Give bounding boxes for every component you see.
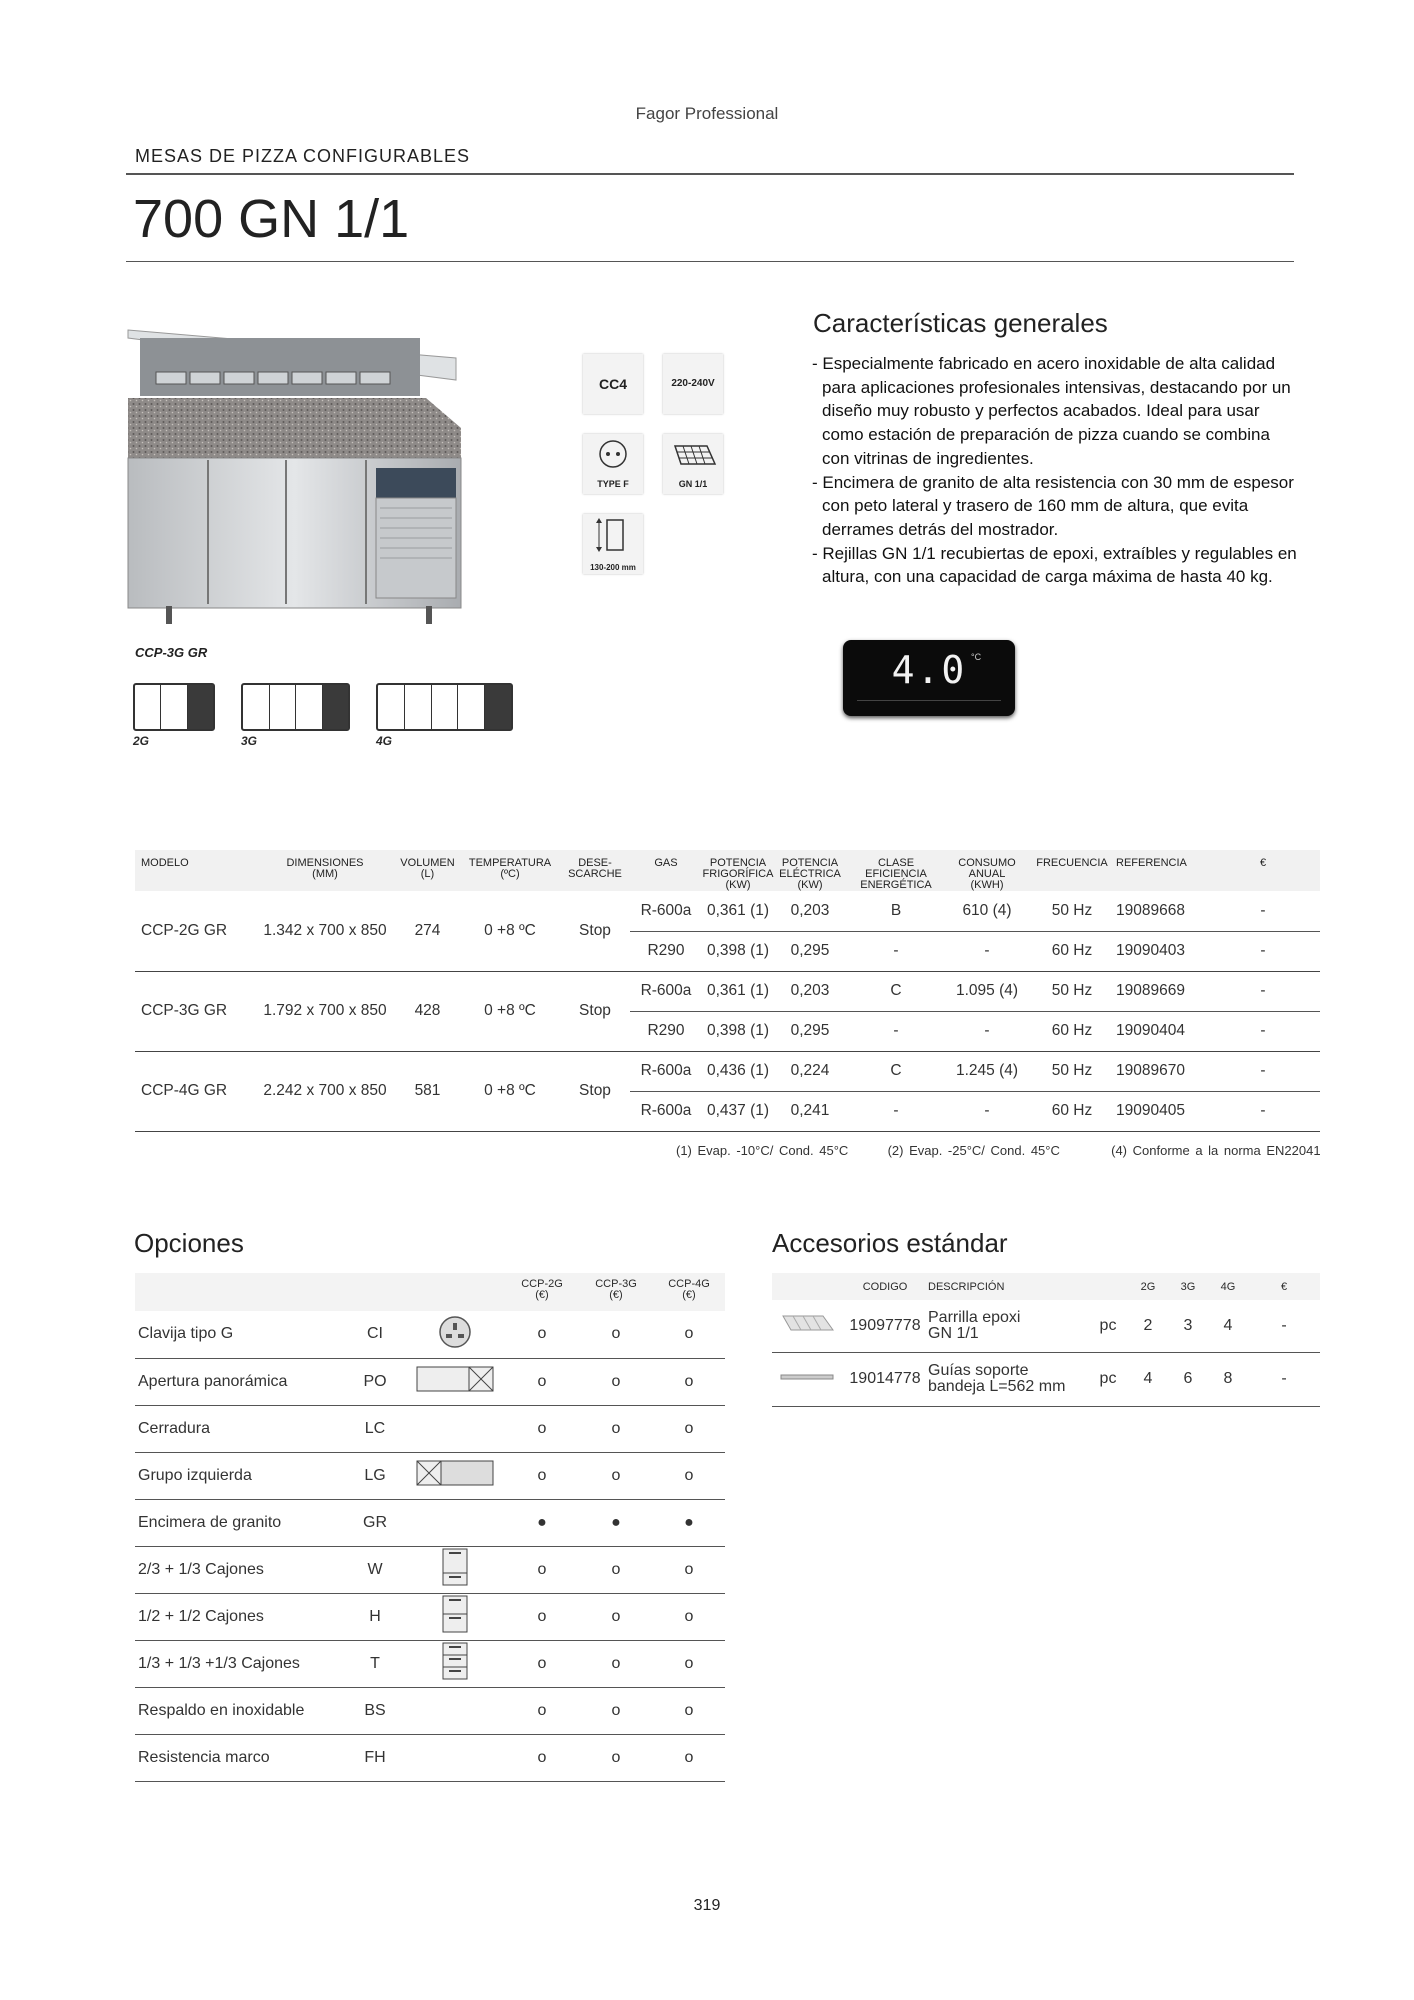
spec-row: R290 0,398 (1) 0,295 - - 60 Hz 19090403 - xyxy=(135,931,1320,971)
option-value: o xyxy=(653,1593,725,1640)
options-header-row: CCP-2G (€) CCP-3G (€) CCP-4G (€) xyxy=(135,1273,725,1311)
temperature-display xyxy=(843,640,1015,716)
drawers-2-icon xyxy=(441,1574,469,1591)
spec-row: CCP-4G GR 2.242 x 700 x 850 581 0 +8 ºC Stop R-600a 0,436 (1) 0,224 C 1.245 (4) 50 Hz 19089670 - xyxy=(135,1051,1320,1091)
cc4-icon: CC4 xyxy=(583,354,643,414)
spec-row: CCP-2G GR 1.342 x 700 x 850 274 0 +8 ºC Stop R-600a 0,361 (1) 0,203 B 610 (4) 50 Hz 19089668 - xyxy=(135,891,1320,931)
option-value: o xyxy=(579,1640,653,1687)
feature-item: - Encimera de granito de alta resistencia con 30 mm de espesor con peto lateral y trasero de 160 mm de altura, que evita derrames detrás del mostrador. xyxy=(812,472,1294,539)
option-value: o xyxy=(579,1687,653,1734)
option-row xyxy=(135,1452,725,1499)
options-title: Opciones xyxy=(134,1228,244,1258)
option-value: o xyxy=(505,1405,579,1452)
option-name: Grupo izquierda xyxy=(135,1452,345,1499)
display-unit: °C xyxy=(971,652,982,662)
option-row xyxy=(135,1593,725,1640)
guide-rail-icon xyxy=(777,1367,837,1387)
feature-item: - Rejillas GN 1/1 recubiertas de epoxi, extraíbles y regulables en altura, con una capacidad de carga máxima de hasta 40 kg. xyxy=(812,543,1297,587)
config-3g-icon xyxy=(241,683,350,731)
option-name: 1/3 + 1/3 +1/3 Cajones xyxy=(135,1640,345,1687)
option-code: PO xyxy=(345,1358,405,1405)
features-list xyxy=(812,352,1302,589)
option-name: Apertura panorámica xyxy=(135,1358,345,1405)
grid-shelf-icon xyxy=(777,1310,837,1336)
spec-table xyxy=(135,850,1320,1132)
accessories-title: Accesorios estándar xyxy=(772,1228,1008,1258)
spec-row: CCP-3G GR 1.792 x 700 x 850 428 0 +8 ºC Stop R-600a 0,361 (1) 0,203 C 1.095 (4) 50 Hz 19089669 - xyxy=(135,971,1320,1011)
option-row xyxy=(135,1405,725,1452)
option-row xyxy=(135,1499,725,1546)
option-row xyxy=(135,1734,725,1781)
option-value: o xyxy=(505,1452,579,1499)
config-2g-icon xyxy=(133,683,215,731)
divider xyxy=(126,173,1294,175)
option-value: ● xyxy=(579,1499,653,1546)
option-value: o xyxy=(579,1311,653,1358)
divider xyxy=(126,261,1294,262)
category-title: MESAS DE PIZZA CONFIGURABLES xyxy=(135,146,471,166)
option-value: ● xyxy=(505,1499,579,1546)
option-code: H xyxy=(345,1593,405,1640)
option-name: Clavija tipo G xyxy=(135,1311,345,1358)
option-code: LC xyxy=(345,1405,405,1452)
page-title: 700 GN 1/1 xyxy=(133,189,410,249)
config-4g-icon xyxy=(376,683,513,731)
option-name: 2/3 + 1/3 Cajones xyxy=(135,1546,345,1593)
accessories-header-row: CODIGO DESCRIPCIÓN 2G 3G 4G € xyxy=(772,1273,1320,1300)
option-name: Resistencia marco xyxy=(135,1734,345,1781)
features-title: Características generales xyxy=(813,308,1108,338)
voltage-icon: 220-240V xyxy=(663,354,723,414)
product-photo xyxy=(126,318,466,630)
feature-item: - Especialmente fabricado en acero inoxidable de alta calidad para aplicaciones profesionales intensivas, destacando por un diseño muy robusto y perfectos acabados. Ideal para usar como estación de preparación de pizza cuando se combina con vitrinas de ingredientes. xyxy=(812,354,1291,468)
spec-header-row: MODELO DIMENSIONES (MM) VOLUMEN (L) TEMPERATURA (ºC) DESE- SCARCHE GAS POTENCIA FRIGORÍFICA (KW) POTENCIA ELÉCTRICA (KW) CLASE EFICIENCIA ENERGÉTICA CONSUMO ANUAL (KWH) FRECUENCIA REFERENCIA € xyxy=(135,850,1320,891)
option-value: o xyxy=(653,1311,725,1358)
config-label: 2G xyxy=(133,734,150,748)
left-group-icon xyxy=(416,1474,494,1491)
option-value: o xyxy=(505,1358,579,1405)
spec-row: R-600a 0,437 (1) 0,241 - - 60 Hz 19090405 - xyxy=(135,1091,1320,1131)
socket-type-f-icon: TYPE F xyxy=(583,434,643,494)
spec-notes: (1) Evap. -10°C/ Cond. 45°C (2) Evap. -25°C/ Cond. 45°C (4) Conforme a la norma EN22041 xyxy=(676,1143,1321,1158)
option-value: o xyxy=(579,1358,653,1405)
option-value: o xyxy=(505,1593,579,1640)
gn-tray-icon: GN 1/1 xyxy=(663,434,723,494)
options-table xyxy=(135,1273,725,1782)
leg-height-icon: 130-200 mm xyxy=(583,514,643,574)
config-label: 3G xyxy=(241,734,258,748)
accessory-row: 19097778 Parrilla epoxi GN 1/1 pc 2 3 4 - xyxy=(772,1300,1320,1352)
display-buttons xyxy=(857,700,1001,706)
option-value: o xyxy=(579,1452,653,1499)
option-value: ● xyxy=(653,1499,725,1546)
option-code: GR xyxy=(345,1499,405,1546)
option-name: Encimera de granito xyxy=(135,1499,345,1546)
option-value: o xyxy=(579,1593,653,1640)
option-value: o xyxy=(653,1687,725,1734)
option-name: 1/2 + 1/2 Cajones xyxy=(135,1593,345,1640)
option-value: o xyxy=(653,1734,725,1781)
option-value: o xyxy=(653,1358,725,1405)
option-value: o xyxy=(505,1687,579,1734)
option-row xyxy=(135,1311,725,1358)
accessory-row: 19014778 Guías soporte bandeja L=562 mm pc 4 6 8 - xyxy=(772,1352,1320,1406)
option-row xyxy=(135,1546,725,1593)
option-value: o xyxy=(579,1734,653,1781)
option-value: o xyxy=(579,1405,653,1452)
option-value: o xyxy=(653,1546,725,1593)
drawers-3-icon xyxy=(441,1668,469,1685)
brand: Fagor Professional xyxy=(635,104,779,123)
option-value: o xyxy=(505,1734,579,1781)
option-code: FH xyxy=(345,1734,405,1781)
option-value: o xyxy=(653,1640,725,1687)
config-label: 4G xyxy=(376,734,393,748)
option-row xyxy=(135,1687,725,1734)
option-value: o xyxy=(505,1640,579,1687)
option-code: CI xyxy=(345,1311,405,1358)
option-code: LG xyxy=(345,1452,405,1499)
display-value: 4.0 xyxy=(891,648,967,692)
spec-row: R290 0,398 (1) 0,295 - - 60 Hz 19090404 - xyxy=(135,1011,1320,1051)
option-name: Cerradura xyxy=(135,1405,345,1452)
panoramic-opening-icon xyxy=(416,1380,494,1397)
option-row xyxy=(135,1358,725,1405)
page-number: 319 xyxy=(693,1897,721,1914)
option-value: o xyxy=(579,1546,653,1593)
option-name: Respaldo en inoxidable xyxy=(135,1687,345,1734)
option-value: o xyxy=(505,1311,579,1358)
accessories-table xyxy=(772,1273,1320,1407)
plug-g-icon xyxy=(435,1336,475,1353)
option-value: o xyxy=(653,1452,725,1499)
option-row xyxy=(135,1640,725,1687)
model-caption: CCP-3G GR xyxy=(135,645,208,660)
option-code: BS xyxy=(345,1687,405,1734)
option-code: W xyxy=(345,1546,405,1593)
drawers-half-icon xyxy=(441,1621,469,1638)
option-value: o xyxy=(505,1546,579,1593)
option-value: o xyxy=(653,1405,725,1452)
option-code: T xyxy=(345,1640,405,1687)
